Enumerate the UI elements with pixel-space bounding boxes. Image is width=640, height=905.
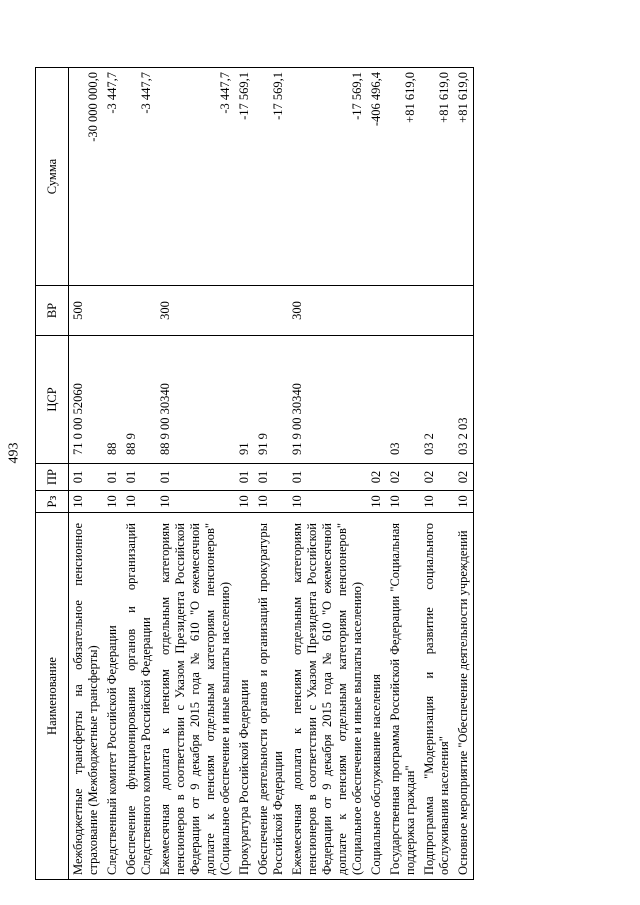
row-rz: 10 bbox=[454, 491, 474, 513]
row-pr: 01 bbox=[156, 464, 235, 491]
table-row bbox=[254, 68, 288, 880]
table-row bbox=[454, 68, 474, 880]
row-vr bbox=[386, 286, 420, 336]
row-csr: 88 bbox=[103, 336, 122, 464]
row-vr bbox=[254, 286, 288, 336]
header-vr: ВР bbox=[36, 286, 69, 336]
row-name: Межбюджетные трансферты на обязательное пенсионное страхование (Межбюджетные трансферты) bbox=[69, 513, 104, 880]
row-rz: 10 bbox=[420, 491, 454, 513]
header-row bbox=[36, 68, 69, 880]
row-csr: 91 9 bbox=[254, 336, 288, 464]
row-sum: -406 496,4 bbox=[367, 68, 386, 286]
row-sum: -17 569,1 bbox=[288, 68, 367, 286]
row-vr: 300 bbox=[156, 286, 235, 336]
header-sum: Сумма bbox=[36, 68, 69, 286]
row-pr: 01 bbox=[288, 464, 367, 491]
row-rz: 10 bbox=[103, 491, 122, 513]
header-name: Наименование bbox=[36, 513, 69, 880]
table-row bbox=[156, 68, 235, 880]
row-name: Ежемесячная доплата к пенсиям отдельным категориям пенсионеров в соответствии с Указом Президента Российской Федерации от 9 декабря 2015 года № 610 "О ежемесячной доплате к пенсиям отдельным категориям пенсионеров" (Социальное обеспечение и иные выплаты населению) bbox=[156, 513, 235, 880]
row-csr: 88 9 00 30340 bbox=[156, 336, 235, 464]
row-vr bbox=[367, 286, 386, 336]
row-vr: 500 bbox=[69, 286, 104, 336]
row-name: Подпрограмма "Модернизация и развитие социального обслуживания населения" bbox=[420, 513, 454, 880]
row-pr: 01 bbox=[235, 464, 254, 491]
row-name: Государственная программа Российской Федерации "Социальная поддержка граждан" bbox=[386, 513, 420, 880]
row-pr: 02 bbox=[420, 464, 454, 491]
row-sum: -17 569,1 bbox=[254, 68, 288, 286]
row-name: Обеспечение деятельности органов и организаций прокуратуры Российской Федерации bbox=[254, 513, 288, 880]
row-rz: 10 bbox=[367, 491, 386, 513]
row-pr: 01 bbox=[103, 464, 122, 491]
row-csr: 91 bbox=[235, 336, 254, 464]
row-vr bbox=[454, 286, 474, 336]
row-vr bbox=[122, 286, 156, 336]
row-csr: 88 9 bbox=[122, 336, 156, 464]
row-rz: 10 bbox=[386, 491, 420, 513]
budget-table bbox=[35, 67, 474, 880]
row-csr bbox=[367, 336, 386, 464]
row-name: Социальное обслуживание населения bbox=[367, 513, 386, 880]
row-sum: -3 447,7 bbox=[122, 68, 156, 286]
row-csr: 03 bbox=[386, 336, 420, 464]
row-sum: -30 000 000,0 bbox=[69, 68, 104, 286]
table-row bbox=[122, 68, 156, 880]
row-csr: 03 2 bbox=[420, 336, 454, 464]
table-row bbox=[367, 68, 386, 880]
row-rz: 10 bbox=[254, 491, 288, 513]
row-pr: 01 bbox=[122, 464, 156, 491]
row-pr: 02 bbox=[367, 464, 386, 491]
row-name: Основное мероприятие "Обеспечение деятельности учреждений bbox=[454, 513, 474, 880]
header-pr: ПР bbox=[36, 464, 69, 491]
row-name: Ежемесячная доплата к пенсиям отдельным категориям пенсионеров в соответствии с Указом Президента Российской Федерации от 9 декабря 2015 года № 610 "О ежемесячной доплате к пенсиям отдельным категориям пенсионеров" (Социальное обеспечение и иные выплаты населению) bbox=[288, 513, 367, 880]
table-row bbox=[420, 68, 454, 880]
row-vr: 300 bbox=[288, 286, 367, 336]
table-row bbox=[103, 68, 122, 880]
row-sum: -3 447,7 bbox=[156, 68, 235, 286]
page-number: 493 bbox=[6, 442, 21, 464]
row-vr bbox=[420, 286, 454, 336]
table-row bbox=[235, 68, 254, 880]
row-rz: 10 bbox=[235, 491, 254, 513]
row-csr: 71 0 00 52060 bbox=[69, 336, 104, 464]
row-pr: 01 bbox=[254, 464, 288, 491]
table-row bbox=[386, 68, 420, 880]
row-vr bbox=[235, 286, 254, 336]
table-row bbox=[288, 68, 367, 880]
row-vr bbox=[103, 286, 122, 336]
header-rz: Рз bbox=[36, 491, 69, 513]
row-pr: 02 bbox=[386, 464, 420, 491]
row-name: Следственный комитет Российской Федерации bbox=[103, 513, 122, 880]
row-pr: 02 bbox=[454, 464, 474, 491]
row-sum: +81 619,0 bbox=[454, 68, 474, 286]
row-csr: 03 2 03 bbox=[454, 336, 474, 464]
row-rz: 10 bbox=[288, 491, 367, 513]
rotated-page bbox=[35, 68, 585, 880]
row-name: Прокуратура Российской Федерации bbox=[235, 513, 254, 880]
row-sum: +81 619,0 bbox=[420, 68, 454, 286]
row-rz: 10 bbox=[122, 491, 156, 513]
row-rz: 10 bbox=[69, 491, 104, 513]
row-rz: 10 bbox=[156, 491, 235, 513]
row-sum: -17 569,1 bbox=[235, 68, 254, 286]
row-sum: -3 447,7 bbox=[103, 68, 122, 286]
row-pr: 01 bbox=[69, 464, 104, 491]
row-name: Обеспечение функционирования органов и организаций Следственного комитета Российской Федерации bbox=[122, 513, 156, 880]
row-sum: +81 619,0 bbox=[386, 68, 420, 286]
table-row bbox=[69, 68, 104, 880]
row-csr: 91 9 00 30340 bbox=[288, 336, 367, 464]
header-csr: ЦСР bbox=[36, 336, 69, 464]
